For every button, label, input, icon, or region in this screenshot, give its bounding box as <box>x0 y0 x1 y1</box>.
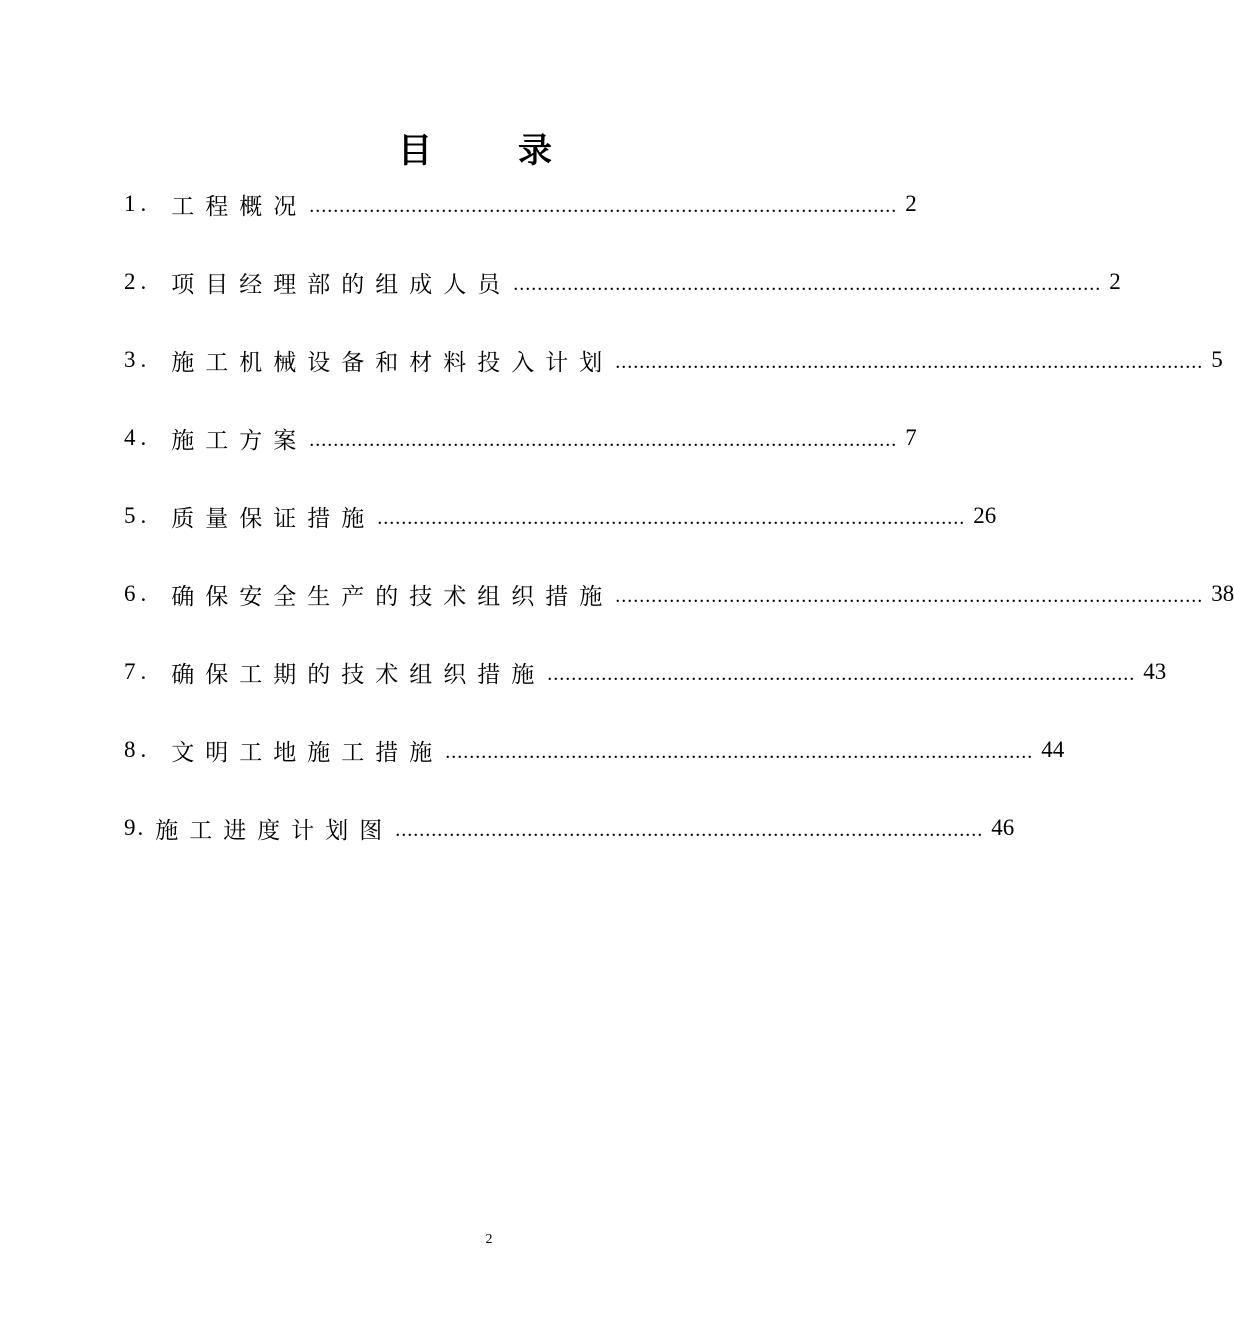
toc-entry-label: 文明工地施工措施 <box>171 739 444 766</box>
toc-entry-page: 2 <box>905 191 917 216</box>
toc-entry-leader: .................................................................................................. <box>395 818 984 841</box>
toc-entry-page: 26 <box>973 503 997 528</box>
toc-entry-leader: .................................................................................................. <box>513 272 1102 295</box>
toc-entry-number: 8. <box>124 737 152 762</box>
toc-entry-page: 46 <box>991 815 1015 840</box>
toc-entry-leader: .................................................................................................. <box>615 584 1204 607</box>
toc-entry-label: 确保工期的技术组织措施 <box>171 661 546 688</box>
toc-entry-number: 4. <box>124 425 152 450</box>
toc-entry-page: 7 <box>905 425 917 450</box>
toc-entry-number: 3. <box>124 347 152 372</box>
toc-entry-5[interactable] <box>124 494 997 538</box>
toc-entry-leader: .................................................................................................. <box>377 506 966 529</box>
toc-entry-page: 38 <box>1211 581 1234 606</box>
toc-entry-label: 质量保证措施 <box>171 505 376 532</box>
toc-entry-leader: .................................................................................................. <box>445 740 1034 763</box>
toc-entry-label: 工程概况 <box>171 193 308 220</box>
toc-entry-label: 施工机械设备和材料投入计划 <box>171 349 614 376</box>
toc-entry-leader: .................................................................................................. <box>547 662 1136 685</box>
toc-entry-leader: .................................................................................................. <box>615 350 1204 373</box>
toc-entry-7[interactable] <box>124 650 1167 694</box>
toc-entry-page: 44 <box>1041 737 1065 762</box>
toc-entry-label: 确保安全生产的技术组织措施 <box>171 583 614 610</box>
toc-entry-number: 7. <box>124 659 152 684</box>
toc-entry-number: 9. <box>124 815 146 840</box>
toc-entry-number: 5. <box>124 503 152 528</box>
toc-entry-leader: .................................................................................................. <box>309 428 898 451</box>
toc-entry-9[interactable] <box>124 806 1015 850</box>
toc-title: 目 录 <box>398 131 578 171</box>
toc-entry-label: 项目经理部的组成人员 <box>171 271 512 298</box>
toc-entry-page: 43 <box>1143 659 1167 684</box>
toc-entry-1[interactable] <box>124 182 917 226</box>
toc-entry-2[interactable] <box>124 260 1121 304</box>
toc-entry-3[interactable] <box>124 338 1223 382</box>
toc-entry-4[interactable] <box>124 416 917 460</box>
toc-entry-number: 2. <box>124 269 152 294</box>
toc-entry-number: 1. <box>124 191 152 216</box>
toc-entry-label: 施工进度计划图 <box>155 817 394 844</box>
toc-entry-8[interactable] <box>124 728 1065 772</box>
toc-entry-number: 6. <box>124 581 152 606</box>
toc-entry-6[interactable] <box>124 572 1234 616</box>
page-number: 2 <box>485 1232 493 1247</box>
toc-entry-label: 施工方案 <box>171 427 308 454</box>
toc-entry-page: 5 <box>1211 347 1223 372</box>
toc-entry-leader: .................................................................................................. <box>309 194 898 217</box>
toc-entry-page: 2 <box>1109 269 1121 294</box>
